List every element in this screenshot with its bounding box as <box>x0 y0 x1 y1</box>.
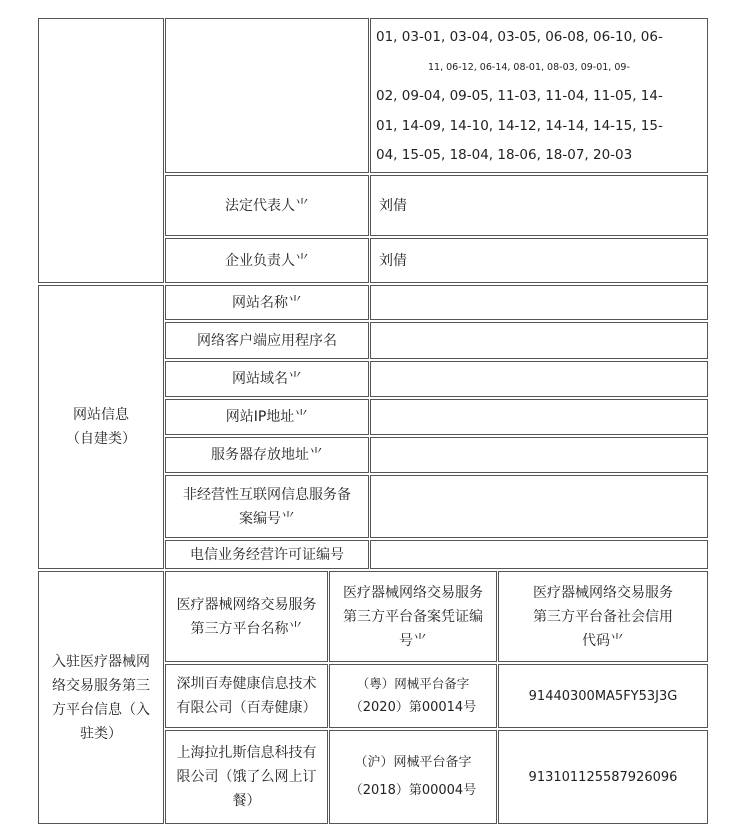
website-name-label: 网站名称⺌ <box>165 285 369 320</box>
domain-value <box>370 361 708 397</box>
platform-row-2-credit: 913101125587926096 <box>498 730 708 824</box>
icp-record-value <box>370 475 708 538</box>
codes-label-cell <box>165 18 369 173</box>
client-app-name-value <box>370 322 708 359</box>
ip-address-value <box>370 399 708 435</box>
codes-line-5: 04, 15-05, 18-04, 18-06, 18-07, 20-03 <box>376 147 633 163</box>
top-left-cell <box>38 18 164 283</box>
client-app-name-label: 网络客户端应用程序名 <box>165 322 369 359</box>
platform-header-credit: 医疗器械网络交易服务 第三方平台备社会信用 代码⺌ <box>498 571 708 662</box>
platform-row-2-cert: （沪）网械平台备字 （2018）第00004号 <box>329 730 497 824</box>
legal-rep-label: 法定代表人⺌ <box>165 175 369 236</box>
icp-record-label: 非经营性互联网信息服务备 案编号⺌ <box>165 475 369 538</box>
telecom-license-label: 电信业务经营许可证编号 <box>165 540 369 569</box>
enterprise-head-value: 刘倩 <box>370 238 708 283</box>
website-name-value <box>370 285 708 320</box>
platform-row-1-credit: 91440300MA5FY53J3G <box>498 664 708 728</box>
platform-row-1-cert: （粤）网械平台备字 （2020）第00014号 <box>329 664 497 728</box>
platform-row-1-name: 深圳百寿健康信息技术 有限公司（百寿健康） <box>165 664 328 728</box>
telecom-license-value <box>370 540 708 569</box>
legal-rep-value: 刘倩 <box>370 175 708 236</box>
codes-line-4: 01, 14-09, 14-10, 14-12, 14-14, 14-15, 15- <box>376 117 663 134</box>
platform-row-2-name: 上海拉扎斯信息科技有 限公司（饿了么网上订 餐） <box>165 730 328 824</box>
server-location-value <box>370 437 708 473</box>
domain-label: 网站域名⺌ <box>165 361 369 397</box>
platform-header-name: 医疗器械网络交易服务 第三方平台名称⺌ <box>165 571 328 662</box>
codes-line-1: 01, 03-01, 03-04, 03-05, 06-08, 06-10, 06- <box>376 29 663 45</box>
ip-address-label: 网站IP地址⺌ <box>165 399 369 435</box>
server-location-label: 服务器存放地址⺌ <box>165 437 369 473</box>
business-scope-codes <box>376 23 676 171</box>
codes-line-3: 02, 09-04, 09-05, 11-03, 11-04, 11-05, 14- <box>376 88 663 104</box>
codes-line-2: 11, 06-12, 06-14, 08-01, 08-03, 09-01, 09- <box>428 61 630 73</box>
website-section-title: 网站信息 （自建类） <box>38 285 164 569</box>
platform-header-cert: 医疗器械网络交易服务 第三方平台备案凭证编 号⺌ <box>329 571 497 662</box>
platform-section-title: 入驻医疗器械网 络交易服务第三 方平台信息（入 驻类） <box>38 571 164 824</box>
enterprise-head-label: 企业负责人⺌ <box>165 238 369 283</box>
